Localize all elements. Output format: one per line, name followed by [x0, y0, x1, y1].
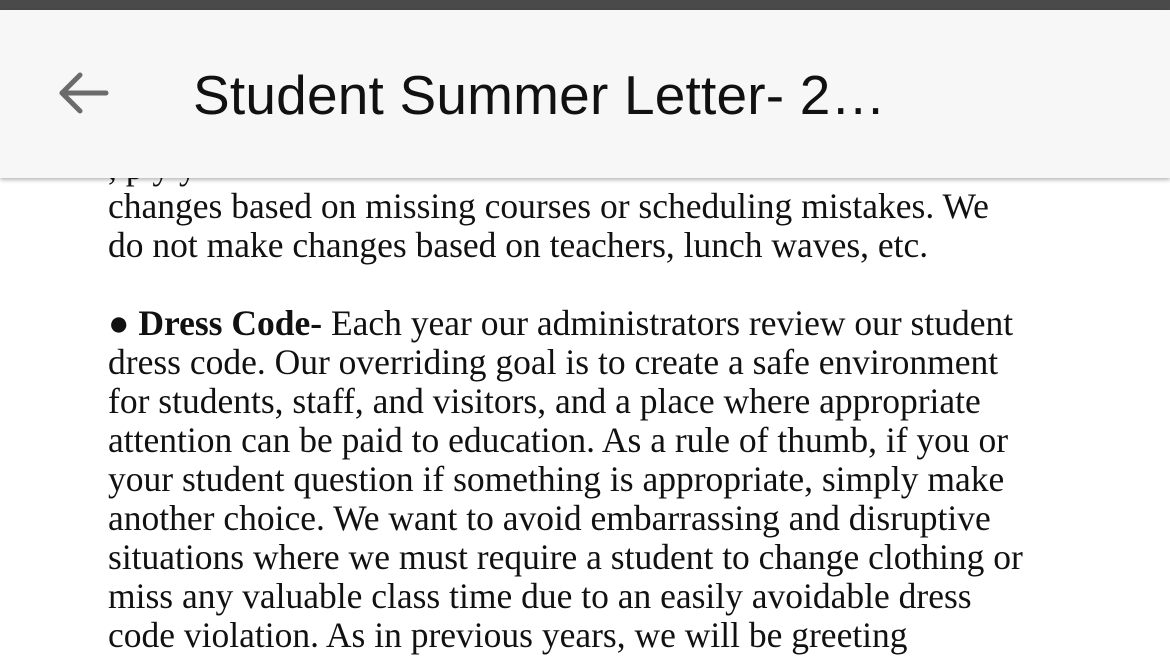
text-line: changes based on missing courses or scheduling mistakes. We	[108, 186, 989, 226]
back-button[interactable]	[50, 60, 116, 126]
text-line: do not make changes based on teachers, lunch waves, etc.	[108, 225, 929, 265]
text-line: attention can be paid to education. As a rule of thumb, if you or	[108, 420, 1009, 460]
bullet: ●	[108, 303, 130, 343]
text-line: code violation. As in previous years, we will be greeting	[108, 615, 908, 655]
document-viewport[interactable]	[0, 178, 1170, 658]
dress-code-heading: Dress Code-	[138, 303, 323, 343]
text-line: miss any valuable class time due to an easily avoidable dress	[108, 576, 972, 616]
arrow-left-icon	[56, 71, 110, 115]
text-line: your student question if something is appropriate, simply make	[108, 459, 1005, 499]
text-line: situations where we must require a student to change clothing or	[108, 537, 1023, 577]
document-title: Student Summer Letter- 2…	[193, 64, 886, 126]
text-line: another choice. We want to avoid embarrassing and disruptive	[108, 498, 991, 538]
dress-code-heading-line	[108, 304, 1148, 343]
document-body	[108, 148, 1148, 655]
status-strip	[0, 0, 1170, 10]
text-line: dress code. Our overriding goal is to create a safe environment	[108, 342, 999, 382]
paragraph-gap	[108, 265, 1148, 304]
text-line: Each year our administrators review our student	[322, 303, 1014, 343]
text-line: for students, staff, and visitors, and a place where appropriate	[108, 381, 981, 421]
app-bar	[0, 10, 1170, 178]
